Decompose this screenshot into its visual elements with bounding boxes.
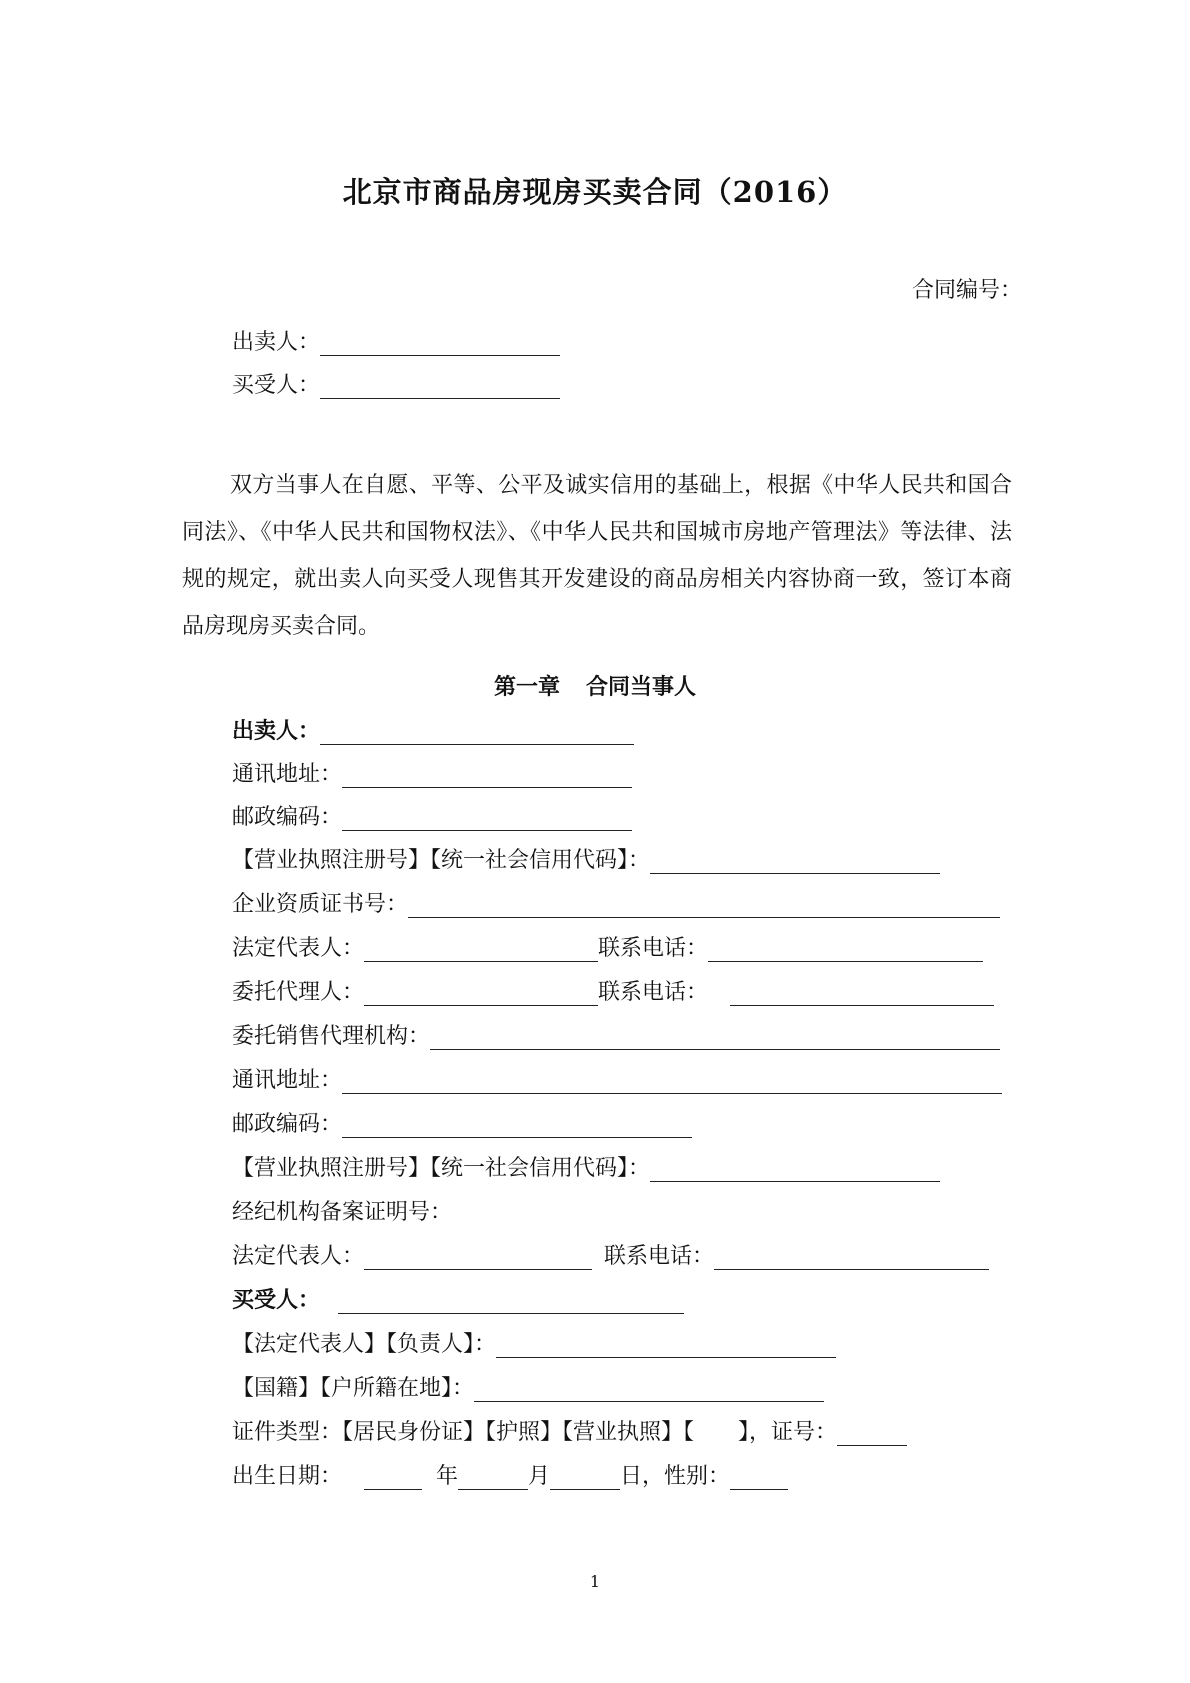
field-label: 月	[528, 1464, 551, 1489]
field-blank[interactable]	[708, 939, 983, 962]
buyer-blank[interactable]	[320, 376, 560, 399]
field-label: 日，性别：	[620, 1464, 731, 1489]
field-blank[interactable]	[364, 939, 598, 962]
row-address	[232, 757, 632, 788]
field-blank[interactable]	[364, 1247, 592, 1270]
field-blank[interactable]	[342, 1071, 1002, 1094]
row-buyer-rep	[232, 1327, 836, 1358]
field-label: 出卖人：	[232, 718, 321, 744]
chapter-number: 第一章	[493, 674, 560, 700]
field-blank[interactable]	[342, 808, 632, 831]
field-blank[interactable]	[342, 1115, 692, 1138]
field-blank[interactable]	[474, 1379, 824, 1402]
row-id-type	[232, 1415, 907, 1446]
field-label: 联系电话：	[598, 936, 709, 961]
row-agent	[232, 975, 994, 1006]
field-label: 买受人：	[232, 1287, 321, 1313]
row-broker-record	[232, 1195, 452, 1226]
field-label: 通讯地址：	[232, 762, 343, 787]
buyer-line	[232, 368, 560, 399]
field-label: 【国籍】【户所籍在地】：	[232, 1376, 475, 1401]
field-blank[interactable]	[342, 765, 632, 788]
day-blank[interactable]	[550, 1467, 620, 1490]
field-label: 通讯地址：	[232, 1068, 343, 1093]
field-blank[interactable]	[364, 983, 598, 1006]
field-blank[interactable]	[430, 1027, 1000, 1050]
month-blank[interactable]	[458, 1467, 528, 1490]
field-label: 【法定代表人】【负责人】：	[232, 1332, 497, 1357]
field-label: 经纪机构备案证明号：	[232, 1200, 453, 1225]
field-label: 联系电话：	[598, 980, 709, 1005]
row-nationality	[232, 1371, 824, 1402]
field-label: 【营业执照注册号】【统一社会信用代码】：	[232, 848, 651, 873]
year-blank[interactable]	[364, 1467, 422, 1490]
field-blank[interactable]	[408, 895, 1000, 918]
row-postcode2	[232, 1107, 692, 1138]
field-blank[interactable]	[650, 1159, 940, 1182]
buyer-label: 买受人：	[232, 373, 321, 398]
chapter-heading	[0, 670, 1190, 701]
row-address2	[232, 1063, 1002, 1094]
field-label: 企业资质证书号：	[232, 892, 409, 917]
row-legal-rep	[232, 931, 983, 962]
row-postcode	[232, 800, 632, 831]
field-label: 证件类型：【居民身份证】【护照】【营业执照】【 】，证号：	[232, 1420, 838, 1445]
row-sales-agency	[232, 1019, 1000, 1050]
row-birth-date	[232, 1459, 788, 1490]
document-title: 北京市商品房现房买卖合同（2016）	[342, 175, 848, 209]
field-label: 邮政编码：	[232, 805, 343, 830]
field-label: 年	[436, 1464, 459, 1489]
field-label: 出生日期：	[232, 1464, 343, 1489]
gender-blank[interactable]	[730, 1467, 788, 1490]
contract-number-label: 合同编号：	[911, 278, 1022, 303]
row-license2	[232, 1151, 940, 1182]
field-blank[interactable]	[496, 1335, 836, 1358]
field-blank[interactable]	[730, 983, 994, 1006]
field-label: 法定代表人：	[232, 936, 365, 961]
seller-line	[232, 325, 560, 356]
field-label: 【营业执照注册号】【统一社会信用代码】：	[232, 1156, 651, 1181]
field-blank[interactable]	[320, 722, 634, 745]
field-blank[interactable]	[837, 1423, 907, 1446]
row-buyer	[232, 1283, 684, 1314]
field-label: 法定代表人：	[232, 1244, 365, 1269]
seller-blank[interactable]	[320, 333, 560, 356]
row-qualification	[232, 887, 1000, 918]
field-blank[interactable]	[714, 1247, 989, 1270]
row-seller	[232, 714, 634, 745]
chapter-name: 合同当事人	[586, 674, 697, 700]
field-label: 联系电话：	[604, 1244, 715, 1269]
field-label: 邮政编码：	[232, 1112, 343, 1137]
row-license	[232, 843, 940, 874]
field-blank[interactable]	[338, 1291, 684, 1314]
row-legal-rep2	[232, 1239, 989, 1270]
field-blank[interactable]	[650, 851, 940, 874]
page-number: 1	[589, 1572, 601, 1591]
intro-paragraph: 双方当事人在自愿、平等、公平及诚实信用的基础上，根据《中华人民共和国合同法》、《中华人民共和国物权法》、《中华人民共和国城市房地产管理法》等法律、法规的规定，就出卖人向买受人现售其开发建设的商品房相关内容协商一致，签订本商品房现房买卖合同。	[182, 473, 1012, 639]
field-label: 委托销售代理机构：	[232, 1024, 431, 1049]
field-label: 委托代理人：	[232, 980, 365, 1005]
seller-label: 出卖人：	[232, 330, 321, 355]
